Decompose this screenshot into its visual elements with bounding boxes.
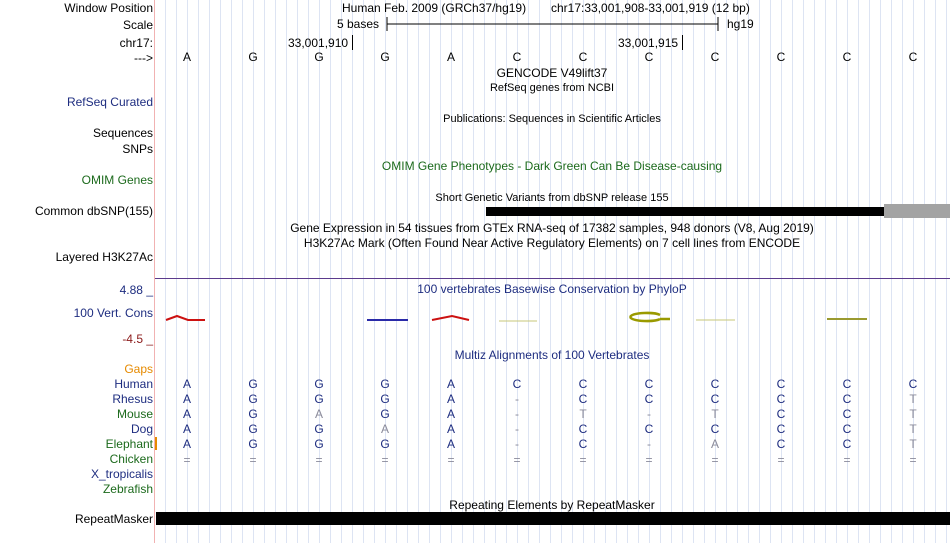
alignment-unaligned: = bbox=[909, 453, 917, 467]
alignment-base: A bbox=[446, 422, 455, 436]
alignment-base: G bbox=[380, 377, 390, 391]
alignment-gap: - bbox=[515, 392, 519, 406]
phylop-wiggle[interactable] bbox=[155, 308, 950, 328]
alignment-base: G bbox=[314, 437, 324, 451]
alignment-base: C bbox=[578, 437, 588, 451]
chrom-label: chr17: bbox=[119, 36, 153, 50]
repeatmasker-track-title[interactable]: Repeating Elements by RepeatMasker bbox=[449, 498, 655, 512]
alignment-base: C bbox=[776, 392, 786, 406]
base: C bbox=[776, 50, 786, 64]
species-label-x-tropicalis[interactable]: X_tropicalis bbox=[90, 467, 153, 481]
alignment-base: C bbox=[578, 422, 588, 436]
alignment-base: A bbox=[182, 437, 191, 451]
h3k27ac-track-title[interactable]: H3K27Ac Mark (Often Found Near Active Regulatory Elements) on 7 cell lines from ENCODE bbox=[303, 236, 801, 250]
gaps-label[interactable]: Gaps bbox=[124, 362, 153, 376]
alignment-base: G bbox=[314, 422, 324, 436]
alignment-base: G bbox=[314, 392, 324, 406]
alignment-base: C bbox=[710, 422, 720, 436]
alignment-base: G bbox=[380, 437, 390, 451]
alignment-base: C bbox=[710, 377, 720, 391]
alignment-base: T bbox=[711, 407, 719, 421]
alignment-base: C bbox=[512, 377, 522, 391]
alignment-base: C bbox=[842, 392, 852, 406]
ruler-tick-2: 33,001,915 bbox=[618, 36, 679, 50]
ruler-tick-1: 33,001,910 bbox=[288, 36, 349, 50]
refseq-curated-label[interactable]: RefSeq Curated bbox=[66, 95, 153, 109]
alignment-base: C bbox=[644, 377, 654, 391]
h3k27ac-baseline bbox=[155, 278, 950, 279]
base: A bbox=[446, 50, 455, 64]
alignment-base: A bbox=[182, 407, 191, 421]
dbsnp-feature-bar[interactable] bbox=[486, 207, 884, 216]
alignment-base: A bbox=[314, 407, 323, 421]
scale-text: 5 bases bbox=[337, 17, 380, 31]
label-separator bbox=[154, 0, 155, 543]
species-label-rhesus[interactable]: Rhesus bbox=[112, 392, 153, 406]
alignment-base: A bbox=[710, 437, 719, 451]
scale-label: Scale bbox=[122, 18, 153, 32]
alignment-gap: - bbox=[515, 422, 519, 436]
species-label-dog[interactable]: Dog bbox=[130, 422, 153, 436]
refseq-track-title[interactable]: RefSeq genes from NCBI bbox=[489, 82, 615, 94]
base: A bbox=[182, 50, 191, 64]
base: C bbox=[710, 50, 720, 64]
alignment-base: C bbox=[776, 422, 786, 436]
alignment-gap: - bbox=[515, 437, 519, 451]
alignment-base: C bbox=[776, 437, 786, 451]
repeatmasker-label[interactable]: RepeatMasker bbox=[74, 512, 153, 526]
base: C bbox=[512, 50, 522, 64]
alignment-unaligned: = bbox=[183, 453, 191, 467]
alignment-base: A bbox=[182, 377, 191, 391]
base: G bbox=[380, 50, 390, 64]
gtex-track-title[interactable]: Gene Expression in 54 tissues from GTEx RNA-seq of 17382 samples, 948 donors (V8, Aug 2019) bbox=[290, 221, 814, 235]
alignment-gap: - bbox=[647, 437, 651, 451]
alignment-base: T bbox=[579, 407, 587, 421]
species-label-human[interactable]: Human bbox=[114, 377, 153, 391]
base: G bbox=[314, 50, 324, 64]
snps-label[interactable]: SNPs bbox=[122, 142, 153, 156]
alignment-base: G bbox=[380, 392, 390, 406]
alignment-base: C bbox=[776, 407, 786, 421]
alignment-unaligned: = bbox=[579, 453, 587, 467]
alignment-base: G bbox=[248, 407, 258, 421]
alignment-base: C bbox=[578, 392, 588, 406]
scale-bar bbox=[385, 16, 721, 32]
omim-genes-label[interactable]: OMIM Genes bbox=[81, 173, 153, 187]
base: C bbox=[578, 50, 588, 64]
phylop-max-label: 4.88 _ bbox=[119, 283, 153, 297]
alignment-unaligned: = bbox=[513, 453, 521, 467]
alignment-unaligned: = bbox=[777, 453, 785, 467]
alignment-base: G bbox=[314, 377, 324, 391]
multiz-track-title[interactable]: Multiz Alignments of 100 Vertebrates bbox=[454, 348, 650, 362]
alignment-unaligned: = bbox=[843, 453, 851, 467]
alignment-base: C bbox=[842, 407, 852, 421]
base: C bbox=[644, 50, 654, 64]
dbsnp-label[interactable]: Common dbSNP(155) bbox=[34, 204, 153, 218]
alignment-base: C bbox=[776, 377, 786, 391]
dbsnp-track-title[interactable]: Short Genetic Variants from dbSNP release 155 bbox=[435, 192, 669, 204]
position-range[interactable]: chr17:33,001,908-33,001,919 (12 bp) bbox=[551, 1, 750, 15]
alignment-base: T bbox=[909, 437, 917, 451]
alignment-gap: - bbox=[647, 407, 651, 421]
alignment-unaligned: = bbox=[381, 453, 389, 467]
dbsnp-feature-bar-gray[interactable] bbox=[884, 204, 950, 218]
alignment-unaligned: = bbox=[447, 453, 455, 467]
alignment-base: C bbox=[842, 422, 852, 436]
window-position-label: Window Position bbox=[64, 1, 153, 15]
alignment-base: C bbox=[908, 377, 918, 391]
alignment-base: C bbox=[842, 437, 852, 451]
ruler-ticks bbox=[0, 34, 950, 52]
scale-db: hg19 bbox=[727, 17, 754, 31]
alignment-base: T bbox=[909, 422, 917, 436]
alignment-base: A bbox=[446, 392, 455, 406]
alignment-base: C bbox=[578, 377, 588, 391]
alignment-base: T bbox=[909, 407, 917, 421]
assembly-name[interactable]: Human Feb. 2009 (GRCh37/hg19) bbox=[342, 1, 527, 15]
alignment-base: G bbox=[248, 422, 258, 436]
alignment-gap: - bbox=[515, 407, 519, 421]
base: C bbox=[908, 50, 918, 64]
h3k27ac-label[interactable]: Layered H3K27Ac bbox=[55, 250, 153, 264]
alignment-base: G bbox=[248, 437, 258, 451]
alignment-base: A bbox=[182, 422, 191, 436]
alignment-base: C bbox=[842, 377, 852, 391]
alignment-unaligned: = bbox=[249, 453, 257, 467]
phylop-track-title[interactable]: 100 vertebrates Basewise Conservation by PhyloP bbox=[417, 282, 687, 296]
alignment-base: A bbox=[446, 377, 455, 391]
species-label-mouse[interactable]: Mouse bbox=[116, 407, 153, 421]
alignment-base: C bbox=[644, 392, 654, 406]
alignment-base: C bbox=[710, 392, 720, 406]
omim-track-title[interactable]: OMIM Gene Phenotypes - Dark Green Can Be Disease-causing bbox=[381, 159, 723, 173]
alignment-unaligned: = bbox=[315, 453, 323, 467]
alignment-unaligned: = bbox=[645, 453, 653, 467]
strand-arrow: ---> bbox=[134, 51, 153, 65]
alignment-base: A bbox=[182, 392, 191, 406]
alignment-base: T bbox=[909, 392, 917, 406]
elephant-gap-marker bbox=[155, 437, 157, 450]
alignment-base: C bbox=[644, 422, 654, 436]
species-label-zebrafish[interactable]: Zebrafish bbox=[102, 482, 153, 496]
species-label-elephant[interactable]: Elephant bbox=[105, 437, 153, 451]
repeatmasker-feature-bar[interactable] bbox=[156, 512, 950, 525]
alignment-base: A bbox=[380, 422, 389, 436]
base: C bbox=[842, 50, 852, 64]
gencode-track-title[interactable]: GENCODE V49lift37 bbox=[496, 66, 608, 80]
base: G bbox=[248, 50, 258, 64]
alignment-base: G bbox=[380, 407, 390, 421]
alignment-unaligned: = bbox=[711, 453, 719, 467]
cons-label[interactable]: 100 Vert. Cons bbox=[73, 306, 153, 320]
alignment-base: A bbox=[446, 407, 455, 421]
publications-track-title[interactable]: Publications: Sequences in Scientific Articles bbox=[443, 113, 661, 125]
sequences-label[interactable]: Sequences bbox=[92, 126, 153, 140]
alignment-base: G bbox=[248, 377, 258, 391]
alignment-base: G bbox=[248, 392, 258, 406]
alignment-base: A bbox=[446, 437, 455, 451]
phylop-min-label: -4.5 _ bbox=[122, 332, 153, 346]
species-label-chicken[interactable]: Chicken bbox=[109, 452, 153, 466]
